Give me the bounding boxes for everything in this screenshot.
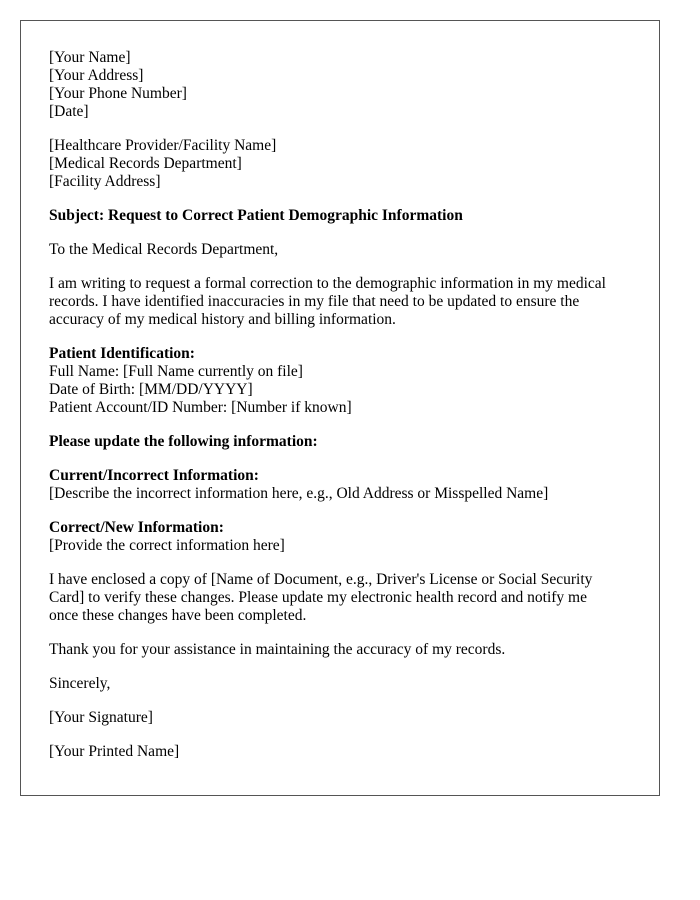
current-info-section xyxy=(49,467,631,503)
recipient-block xyxy=(49,137,631,191)
new-info-text: [Provide the correct information here] xyxy=(49,537,285,554)
sender-address: [Your Address] xyxy=(49,67,144,84)
patient-full-name: Full Name: [Full Name currently on file] xyxy=(49,363,303,380)
sender-block xyxy=(49,49,631,121)
thanks-paragraph: Thank you for your assistance in maintaining the accuracy of my records. xyxy=(49,641,506,658)
enclosure-line: I have enclosed a copy of [Name of Document, e.g., Driver's License or Social Security xyxy=(49,571,593,588)
intro-line: I am writing to request a formal correction to the demographic information in my medical xyxy=(49,275,606,292)
recipient-facility: [Healthcare Provider/Facility Name] xyxy=(49,137,277,154)
recipient-address: [Facility Address] xyxy=(49,173,161,190)
new-info-section xyxy=(49,519,631,555)
patient-identification xyxy=(49,345,631,417)
update-heading: Please update the following information: xyxy=(49,433,318,450)
patient-account-id: Patient Account/ID Number: [Number if known] xyxy=(49,399,352,416)
printed-name-placeholder: [Your Printed Name] xyxy=(49,743,180,760)
new-info-heading: Correct/New Information: xyxy=(49,519,224,536)
sender-name: [Your Name] xyxy=(49,49,131,66)
current-info-heading: Current/Incorrect Information: xyxy=(49,467,259,484)
intro-line: accuracy of my medical history and billing information. xyxy=(49,311,396,328)
intro-paragraph xyxy=(49,275,631,329)
closing: Sincerely, xyxy=(49,675,111,692)
patient-id-heading: Patient Identification: xyxy=(49,345,195,362)
letter-date: [Date] xyxy=(49,103,89,120)
patient-dob: Date of Birth: [MM/DD/YYYY] xyxy=(49,381,253,398)
signature-placeholder: [Your Signature] xyxy=(49,709,153,726)
enclosure-line: Card] to verify these changes. Please update my electronic health record and notify me xyxy=(49,589,587,606)
recipient-department: [Medical Records Department] xyxy=(49,155,242,172)
salutation: To the Medical Records Department, xyxy=(49,241,279,258)
subject-line: Subject: Request to Correct Patient Demographic Information xyxy=(49,207,463,224)
current-info-text: [Describe the incorrect information here, e.g., Old Address or Misspelled Name] xyxy=(49,485,549,502)
sender-phone: [Your Phone Number] xyxy=(49,85,187,102)
intro-line: records. I have identified inaccuracies in my file that need to be updated to ensure the xyxy=(49,293,580,310)
letter-page xyxy=(20,20,660,796)
enclosure-line: once these changes have been completed. xyxy=(49,607,307,624)
enclosure-paragraph xyxy=(49,571,631,625)
